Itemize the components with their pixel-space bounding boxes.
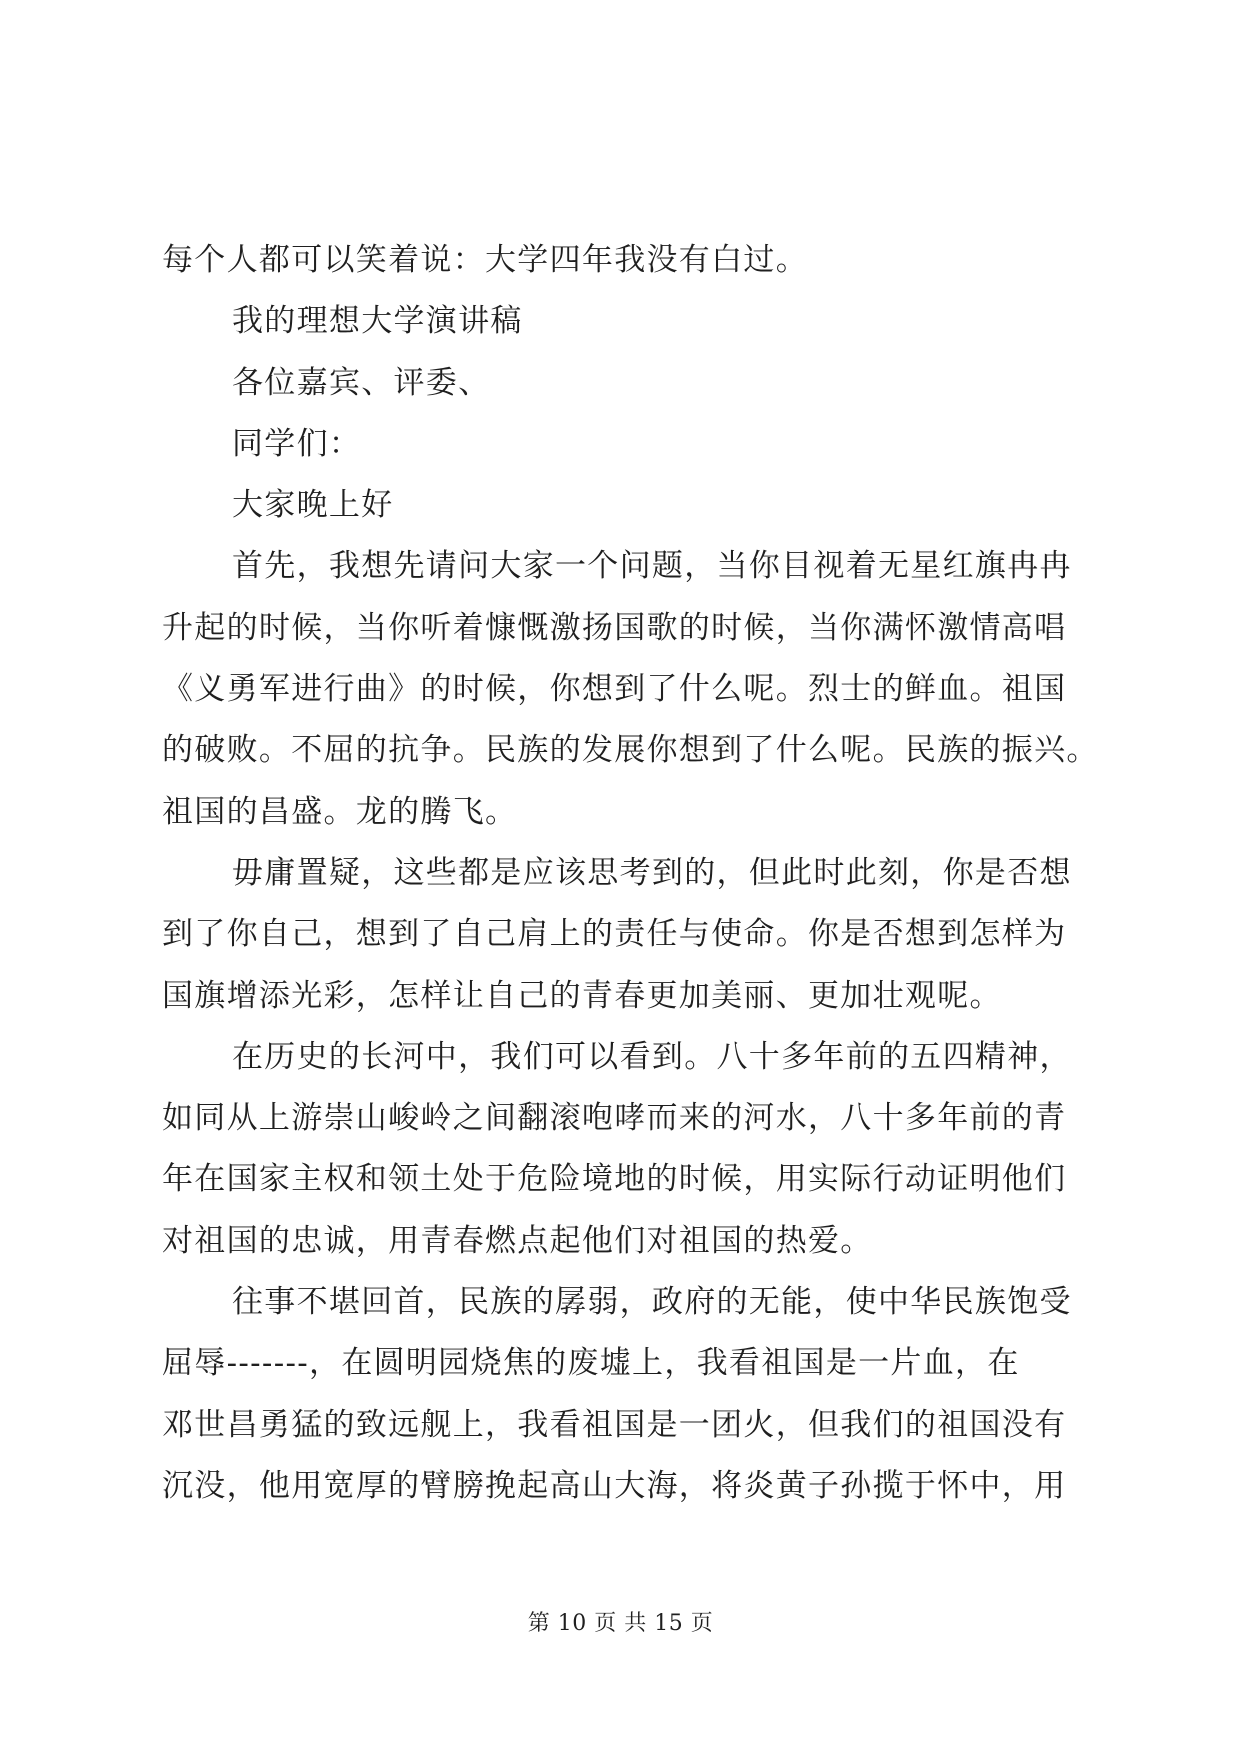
paragraph-line: 毋庸置疑，这些都是应该思考到的，但此时此刻，你是否想 (232, 854, 1072, 891)
document-body (162, 230, 1099, 1517)
salutation-line: 各位嘉宾、评委、 (232, 364, 491, 401)
text-line: 每个人都可以笑着说：大学四年我没有白过。 (162, 242, 808, 278)
paragraph-line: 如同从上游崇山峻岭之间翻滚咆哮而来的河水，八十多年前的青 (162, 1100, 1067, 1137)
salutation-line: 同学们： (232, 425, 362, 462)
paragraph-line: 国旗增添光彩，怎样让自己的青春更加美丽、更加壮观呢。 (162, 977, 1002, 1014)
paragraph-line: 的破败。不屈的抗争。民族的发展你想到了什么呢。民族的振兴。 (162, 732, 1099, 769)
paragraph-line: 《义勇军进行曲》的时候，你想到了什么呢。烈士的鲜血。祖国 (162, 671, 1067, 708)
paragraph-line: 屈辱-------，在圆明园烧焦的废墟上，我看祖国是一片血，在 (162, 1345, 1020, 1382)
paragraph-line: 邓世昌勇猛的致远舰上，我看祖国是一团火，但我们的祖国没有 (162, 1406, 1067, 1443)
paragraph-line: 到了你自己，想到了自己肩上的责任与使命。你是否想到怎样为 (162, 916, 1067, 953)
paragraph-line: 往事不堪回首，民族的孱弱，政府的无能，使中华民族饱受 (232, 1284, 1072, 1321)
paragraph-line: 在历史的长河中，我们可以看到。八十多年前的五四精神， (232, 1038, 1072, 1075)
paragraph-line: 首先，我想先请问大家一个问题，当你目视着无星红旗冉冉 (232, 548, 1072, 585)
paragraph-line: 祖国的昌盛。龙的腾飞。 (162, 793, 518, 830)
paragraph-line: 年在国家主权和领土处于危险境地的时候，用实际行动证明他们 (162, 1161, 1067, 1198)
paragraph-line: 沉没，他用宽厚的臂膀挽起高山大海，将炎黄子孙揽于怀中，用 (162, 1467, 1067, 1504)
greeting-line: 大家晚上好 (232, 487, 394, 524)
speech-title: 我的理想大学演讲稿 (232, 303, 523, 340)
page-number-footer: 第 10 页 共 15 页 (527, 1611, 714, 1636)
paragraph-line: 升起的时候，当你听着慷慨激扬国歌的时候，当你满怀激情高唱 (162, 609, 1067, 646)
paragraph-line: 对祖国的忠诚，用青春燃点起他们对祖国的热爱。 (162, 1222, 873, 1259)
